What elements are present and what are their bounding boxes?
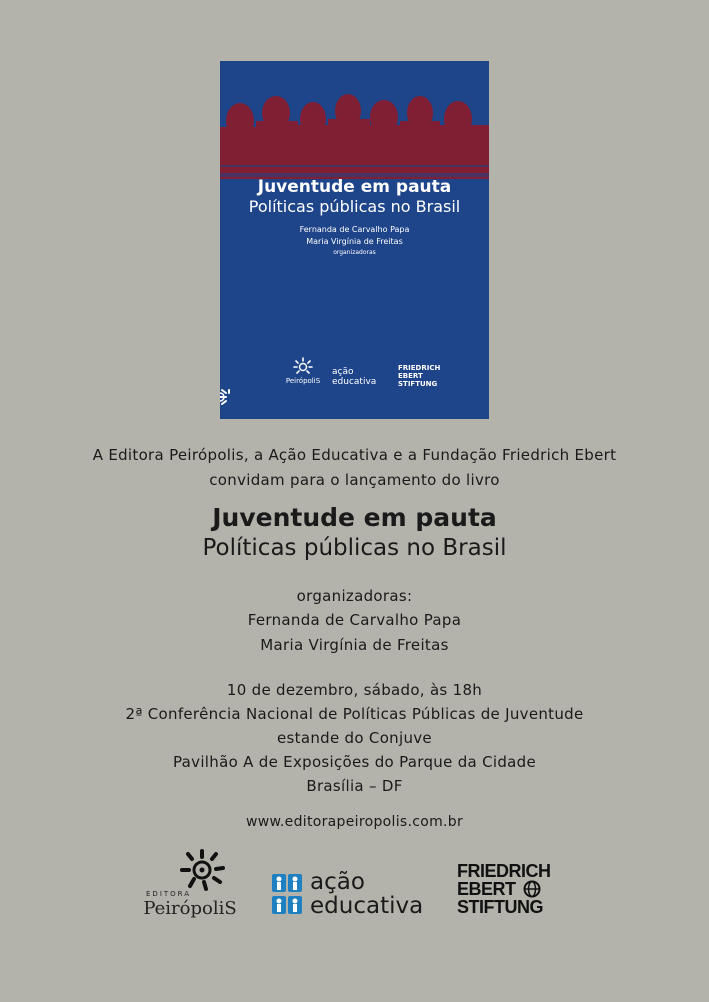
globe-icon — [523, 880, 541, 898]
website-link[interactable]: www.editorapeiropolis.com.br — [245, 814, 464, 830]
fes-line-3: STIFTUNG — [457, 897, 543, 917]
event-venue: Pavilhão A de Exposições do Parque da Cidade — [173, 753, 536, 771]
book-cover — [220, 61, 489, 419]
invitation-line-2: convidam para o lançamento do livro — [209, 471, 500, 489]
cover-title: Juventude em pauta — [257, 177, 452, 197]
book-title: Juventude em pauta — [212, 503, 497, 532]
friedrich-ebert-logo — [457, 862, 577, 916]
peiropolis-name: PeirópoliS — [143, 898, 237, 919]
cover-peiropolis-logo: PeirópoliS — [283, 357, 323, 385]
event-date: 10 de dezembro, sábado, às 18h — [226, 681, 483, 699]
acao-line-2: educativa — [310, 893, 424, 919]
sun-icon — [293, 357, 313, 375]
peiropolis-label: EDITORA — [146, 890, 192, 898]
fes-line-2: EBERT — [457, 879, 516, 899]
organizers-label: organizadoras: — [296, 587, 413, 605]
organizer-name-2: Maria Virgínia de Freitas — [260, 636, 449, 654]
acao-educativa-logo — [272, 868, 442, 920]
peiropolis-logo — [140, 848, 240, 919]
sun-icon — [168, 848, 232, 892]
cover-author-1: Fernanda de Carvalho Papa — [299, 225, 410, 234]
book-subtitle: Políticas públicas no Brasil — [202, 535, 507, 561]
cover-subtitle: Políticas públicas no Brasil — [248, 197, 461, 216]
cover-fes-logo: FRIEDRICH EBERT STIFTUNG — [398, 364, 441, 388]
cover-author-2: Maria Virgínia de Freitas — [306, 237, 403, 246]
cover-role: organizadoras — [333, 249, 376, 256]
invitation-line-1: A Editora Peirópolis, a Ação Educativa e a Fundação Friedrich Ebert — [92, 446, 617, 464]
acao-line-1: ação — [310, 869, 365, 895]
acao-people-icon — [272, 872, 304, 918]
event-conference: 2ª Conferência Nacional de Políticas Públicas de Juventude — [125, 705, 584, 723]
cover-acao-logo: ação educativa — [332, 367, 377, 387]
corner-sun-icon — [220, 386, 236, 408]
event-city: Brasília – DF — [306, 777, 403, 795]
organizer-name-1: Fernanda de Carvalho Papa — [247, 611, 462, 629]
fes-line-1: FRIEDRICH — [457, 861, 551, 881]
event-stand: estande do Conjuve — [277, 729, 432, 747]
